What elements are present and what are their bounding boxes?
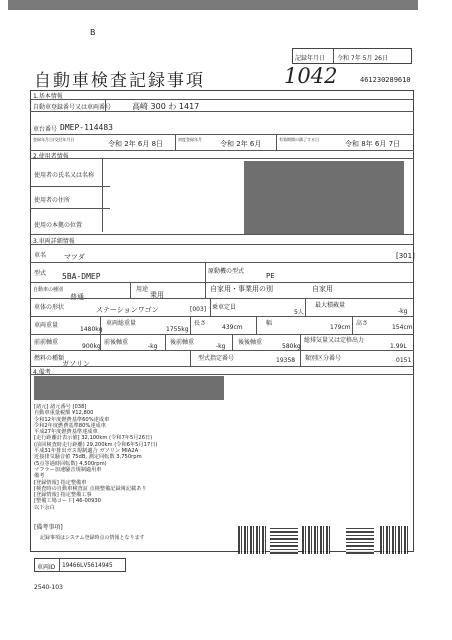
kind-value: 普通 bbox=[70, 293, 84, 301]
front-rear-label: 前後軸重 bbox=[104, 339, 129, 346]
record-date-value: 令和 7年 5月 26日 bbox=[337, 55, 388, 62]
private-label: 自家用・事業用の別 bbox=[210, 285, 273, 293]
qr-code-1 bbox=[238, 526, 266, 554]
handwritten-number: 1042 bbox=[284, 64, 338, 88]
remark-line: (前回検査時走行距離) 29,200km (令和6年5月17日) bbox=[34, 441, 158, 448]
remark-line: 近接排気騒音値 75dB, 測定回転数 3,750rpm bbox=[34, 454, 142, 461]
section1-heading: 1.基本情報 bbox=[33, 93, 63, 100]
max-load-label: 最大積載量 bbox=[315, 302, 346, 309]
weight-label: 車両重量 bbox=[34, 322, 59, 329]
remark-line: [登録情報] 指定整備工事 bbox=[34, 492, 92, 499]
weight-value: 1480kg bbox=[80, 326, 103, 333]
body-code: [003] bbox=[190, 306, 207, 313]
remark-line: マフラー加速騒音規制適用車 bbox=[34, 466, 102, 473]
reg-label: 自動車登録番号又は車両番号 bbox=[33, 104, 112, 111]
engine-value: PE bbox=[266, 272, 275, 280]
chassis-label: 車台番号 bbox=[33, 126, 58, 133]
remark-line: 平成31年排出ガス規制適合 ガソリン MIA2A bbox=[34, 448, 139, 455]
remark-line: 自動車重量税額 ¥12,800 bbox=[34, 410, 94, 417]
height-value: 154cm bbox=[392, 324, 413, 331]
remarks-list bbox=[34, 404, 157, 511]
maker-value: マツダ bbox=[64, 253, 85, 261]
remark-line: [走行距離計表示値] 32,100km (令和7年5月26日) bbox=[34, 435, 153, 442]
fuel-value: ガソリン bbox=[62, 360, 90, 368]
first-year-label: 初度登録年月 bbox=[178, 137, 202, 142]
class-no-label: 類別区分番号 bbox=[305, 355, 342, 362]
letter-b: B bbox=[90, 28, 96, 37]
rear-front-label: 後前軸重 bbox=[170, 339, 195, 346]
expiry-label: 有効期間の満了する日 bbox=[279, 137, 319, 142]
reg-value: 高崎 300 わ 1417 bbox=[132, 102, 200, 111]
user-addr-label: 使用者の住所 bbox=[34, 197, 71, 204]
capacity-value: 5人 bbox=[294, 309, 304, 316]
rear-axle-value: 580kg bbox=[282, 343, 301, 350]
remark-line: (5点等過時回転数) 4,500rpm) bbox=[34, 460, 107, 467]
document-number: 461230289610 bbox=[360, 76, 411, 84]
private-value: 自家用 bbox=[312, 285, 333, 293]
remark-line: [諸元] 諸元番号 [038] bbox=[34, 404, 87, 410]
remark-line: 令和12年度燃費基準60%達成車 bbox=[34, 416, 110, 423]
model-value: 5BA-DMEP bbox=[62, 272, 101, 281]
fuel-label: 燃料の種類 bbox=[34, 355, 65, 362]
front-axle-label: 前前軸重 bbox=[34, 339, 59, 346]
section3-heading: 3.車両詳細情報 bbox=[33, 238, 75, 245]
remarks-redaction bbox=[34, 376, 224, 400]
first-reg-label: 登録年月日/交付年月日 bbox=[33, 137, 75, 142]
vehicle-id-value: 19466LV5614945 bbox=[62, 562, 113, 569]
qr-code-2 bbox=[270, 526, 298, 554]
displacement-label: 総排気量又は定格出力 bbox=[304, 337, 365, 344]
engine-label: 原動機の型式 bbox=[208, 268, 245, 275]
page-title: 自動車検査記録事項 bbox=[34, 71, 205, 91]
class-no-value: 0151 bbox=[396, 357, 412, 364]
qr-code-3 bbox=[302, 526, 330, 554]
remark-line: [登録情報] 指定整備車 bbox=[34, 479, 87, 486]
qr-code-4 bbox=[346, 526, 374, 554]
remark-line: [整備工場コード] 46-00930 bbox=[34, 498, 101, 505]
user-name-label: 使用者の氏名又は名称 bbox=[34, 172, 95, 179]
gross-value: 1755kg bbox=[166, 326, 189, 333]
body-value: ステーションワゴン bbox=[96, 306, 159, 314]
type-no-value: 19358 bbox=[276, 357, 296, 364]
vehicle-id-label: 車両ID bbox=[37, 564, 56, 571]
form-number: 2540-103 bbox=[34, 584, 63, 591]
displacement-value: 1.99L bbox=[390, 343, 407, 350]
header-redaction-bar bbox=[8, 0, 418, 10]
chassis-value: DMEP-114483 bbox=[60, 123, 113, 132]
record-date-label: 記録年月日 bbox=[295, 55, 326, 62]
length-label: 長さ bbox=[194, 320, 207, 327]
height-label: 高さ bbox=[356, 320, 369, 327]
front-axle-value: 900kg bbox=[82, 343, 101, 350]
remark-line: 令和2年度燃費基準80%達成車 bbox=[34, 422, 106, 429]
user-info-redaction bbox=[244, 161, 404, 234]
remark-line: 備考 bbox=[34, 473, 45, 480]
record-date-box bbox=[292, 48, 412, 64]
notes-heading: [備考事項] bbox=[34, 524, 63, 531]
rear-front-value: -kg bbox=[216, 343, 226, 350]
maker-code: [301] bbox=[396, 252, 415, 260]
section2-heading: 2.使用者情報 bbox=[33, 153, 69, 160]
use-value: 乗用 bbox=[150, 291, 164, 299]
type-no-label: 型式指定番号 bbox=[198, 355, 235, 362]
remark-line: [検査時の自動車検査証 点検整備記録簿記載あり bbox=[34, 485, 147, 492]
capacity-label: 乗車定員 bbox=[212, 304, 237, 311]
base-label: 使用の本拠の位置 bbox=[34, 222, 83, 229]
body-label: 車体の形状 bbox=[34, 304, 65, 311]
model-label: 型式 bbox=[34, 270, 47, 277]
first-reg-value: 令和 2年 6月 8日 bbox=[108, 140, 164, 148]
front-rear-value: -kg bbox=[148, 343, 158, 350]
notes-text: 記録事項はシステム登録時点の情報となります bbox=[40, 535, 145, 541]
rear-axle-label: 後後軸重 bbox=[238, 339, 263, 346]
length-value: 439cm bbox=[222, 324, 243, 331]
width-label: 幅 bbox=[266, 320, 273, 327]
max-load-value: -kg bbox=[398, 308, 408, 315]
kind-label: 自動車の種別 bbox=[33, 287, 64, 293]
first-year-value: 令和 2年 6月 bbox=[220, 140, 262, 148]
remark-line: 平成27年度燃費基準達成車 bbox=[34, 429, 98, 436]
expiry-value: 令和 8年 6月 7日 bbox=[345, 140, 401, 148]
maker-label: 車名 bbox=[34, 252, 47, 259]
qr-code-5 bbox=[380, 526, 408, 554]
section4-heading: 4.備考 bbox=[33, 369, 51, 376]
use-label: 用途 bbox=[136, 286, 149, 293]
remark-line: 以下余白 bbox=[34, 504, 55, 511]
gross-label: 車両総重量 bbox=[106, 320, 137, 327]
width-value: 179cm bbox=[330, 324, 351, 331]
vehicle-id-box bbox=[34, 558, 126, 572]
